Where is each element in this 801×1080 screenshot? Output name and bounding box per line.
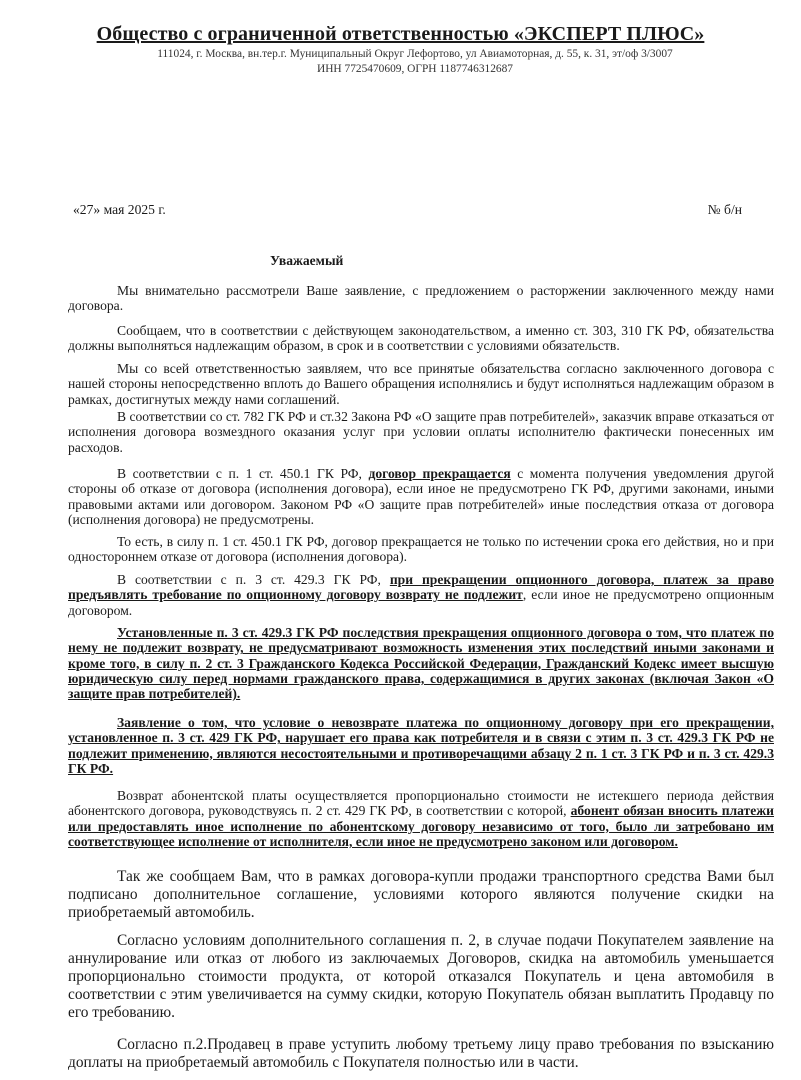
paragraph-4 [68,409,774,455]
paragraph-9-text: Заявление о том, что условие о невозврате платежа по опционному договору при его прекращении, установленное п. 3 ст. 429 ГК РФ, нарушает его права как потребителя и в связи с этим п. 3 ст. 429.3 ГК РФ не подлежит применению, являются несостоятельными и противоречащими абзацу 2 п. 1 ст. 3 ГК РФ и п. 3 ст. 429.3 ГК РФ. [68,715,774,776]
paragraph-13-text: Согласно п.2.Продавец в праве уступить любому третьему лицу право требования по взысканию доплаты на приобретаемый автомобиль с Покупателя полностью или в части. [68,1036,774,1072]
paragraph-5-part-a: В соответствии с п. 1 ст. 450.1 ГК РФ, [117,466,369,481]
paragraph-11-text: Так же сообщаем Вам, что в рамках договора-купли продажи транспортного средства Вами был подписано дополнительное соглашение, условиями которого являются получение скидки на приобретаемый автомобиль. [68,868,774,922]
paragraph-7-part-c: , если иное не предусмотрено опционным договором. [68,587,774,618]
paragraph-10 [68,788,774,849]
paragraph-8-text: Установленные п. 3 ст. 429.3 ГК РФ последствия прекращения опционного договора о том, что платеж по нему не подлежит возврату, не предусматривают возможность изменения этих последствий иными законами и кроме того, в силу п. 2 ст. 3 Гражданского Кодекса Российской Федерации, Гражданский Кодекс имеет высшую юридическую силу перед нормами гражданского права, содержащимися в других законах (включая Закон «О защите прав потребителей). [68,625,774,702]
organization-inn-ogrn: ИНН 7725470609, ОГРН 1187746312687 [316,63,513,75]
paragraph-6-text: То есть, в силу п. 1 ст. 450.1 ГК РФ, договор прекращается не только по истечении срока его действия, но и при одностороннем отказе от договора (исполнения договора). [68,534,774,565]
paragraph-1-text: Мы внимательно рассмотрели Ваше заявление, с предложением о расторжении заключенного между нами договора. [68,283,774,314]
paragraph-10-part-a: Возврат абонентской платы осуществляется пропорционально стоимости не истекшего периода действия абонентского договора, руководствуясь п. 2 ст. 429 ГК РФ, в соответствии с которой, [68,788,774,819]
paragraph-3-text: Мы со всей ответственностью заявляем, что все принятые обязательства согласно заключенного договора с нашей стороны непосредственно вплоть до Вашего обращения исполнялись и будут исполняться надлежащим образом в рамках, достигнутых между нами соглашений. [68,361,774,407]
paragraph-9 [68,715,774,776]
paragraph-7-part-a: В соответствии с п. 3 ст. 429.3 ГК РФ, [117,572,390,587]
greeting: Уважаемый [270,253,344,268]
paragraph-1 [68,283,774,314]
paragraph-13 [68,1036,774,1072]
paragraph-5 [68,466,774,527]
organization-name: Общество с ограниченной ответственностью «ЭКСПЕРТ ПЛЮС» [96,23,705,45]
paragraph-7 [68,572,774,618]
paragraph-5-emphasis: договор прекращается [368,466,511,481]
paragraph-11 [68,868,774,922]
paragraph-3 [68,361,774,407]
paragraph-10-text [68,788,774,849]
paragraph-2 [68,323,774,354]
paragraph-5-part-c: с момента получения уведомления другой стороны об отказе от договора (исполнения договора), если иное не предусмотрено ГК РФ, другими законами, иными правовыми актами или договором. Законом РФ «О защите прав потребителей» иные последствия отказа от договора (исполнения договора) не предусмотрены. [68,466,775,527]
letter-date: «27» мая 2025 г. [73,202,166,217]
paragraph-10-emphasis: абонент обязан вносить платежи или предоставлять иное исполнение по абонентскому договору независимо от того, было ли затребовано им соответствующее исполнение от исполнителя, если иное не предусмотрено законом или договором. [68,803,775,849]
paragraph-8 [68,625,774,701]
paragraph-7-emphasis: при прекращении опционного договора, платеж за право предъявлять требование по опционному договору возврату не подлежит [68,572,775,603]
paragraph-7-text [68,572,774,618]
paragraph-12 [68,932,774,1022]
letter-number: № б/н [707,202,742,217]
paragraph-4-text: В соответствии со ст. 782 ГК РФ и ст.32 Закона РФ «О защите прав потребителей», заказчик вправе отказаться от исполнения договора возмездного оказания услуг при условии оплаты исполнителю фактически понесенных им расходов. [68,409,774,455]
paragraph-12-text: Согласно условиям дополнительного соглашения п. 2, в случае подачи Покупателем заявление на аннулирование или отказ от любого из заключаемых Договоров, скидка на автомобиль уменьшается пропорционально стоимости продукта, от которой отказался Покупатель и цена автомобиля в соответствии с этим увеличивается на сумму скидки, которую Покупатель обязан выплатить Продавцу по его требованию. [68,932,774,1022]
organization-address: 111024, г. Москва, вн.тер.г. Муниципальный Округ Лефортово, ул Авиамоторная, д. 55, к. 31, эт/оф 3/3007 [157,48,673,60]
paragraph-5-text [68,466,774,527]
paragraph-2-text: Сообщаем, что в соответствии с действующем законодательством, а именно ст. 303, 310 ГК РФ, обязательства должны выполняться надлежащим образом, в срок и в соответствии с условиями обязательств. [68,323,774,354]
paragraph-6 [68,534,774,565]
